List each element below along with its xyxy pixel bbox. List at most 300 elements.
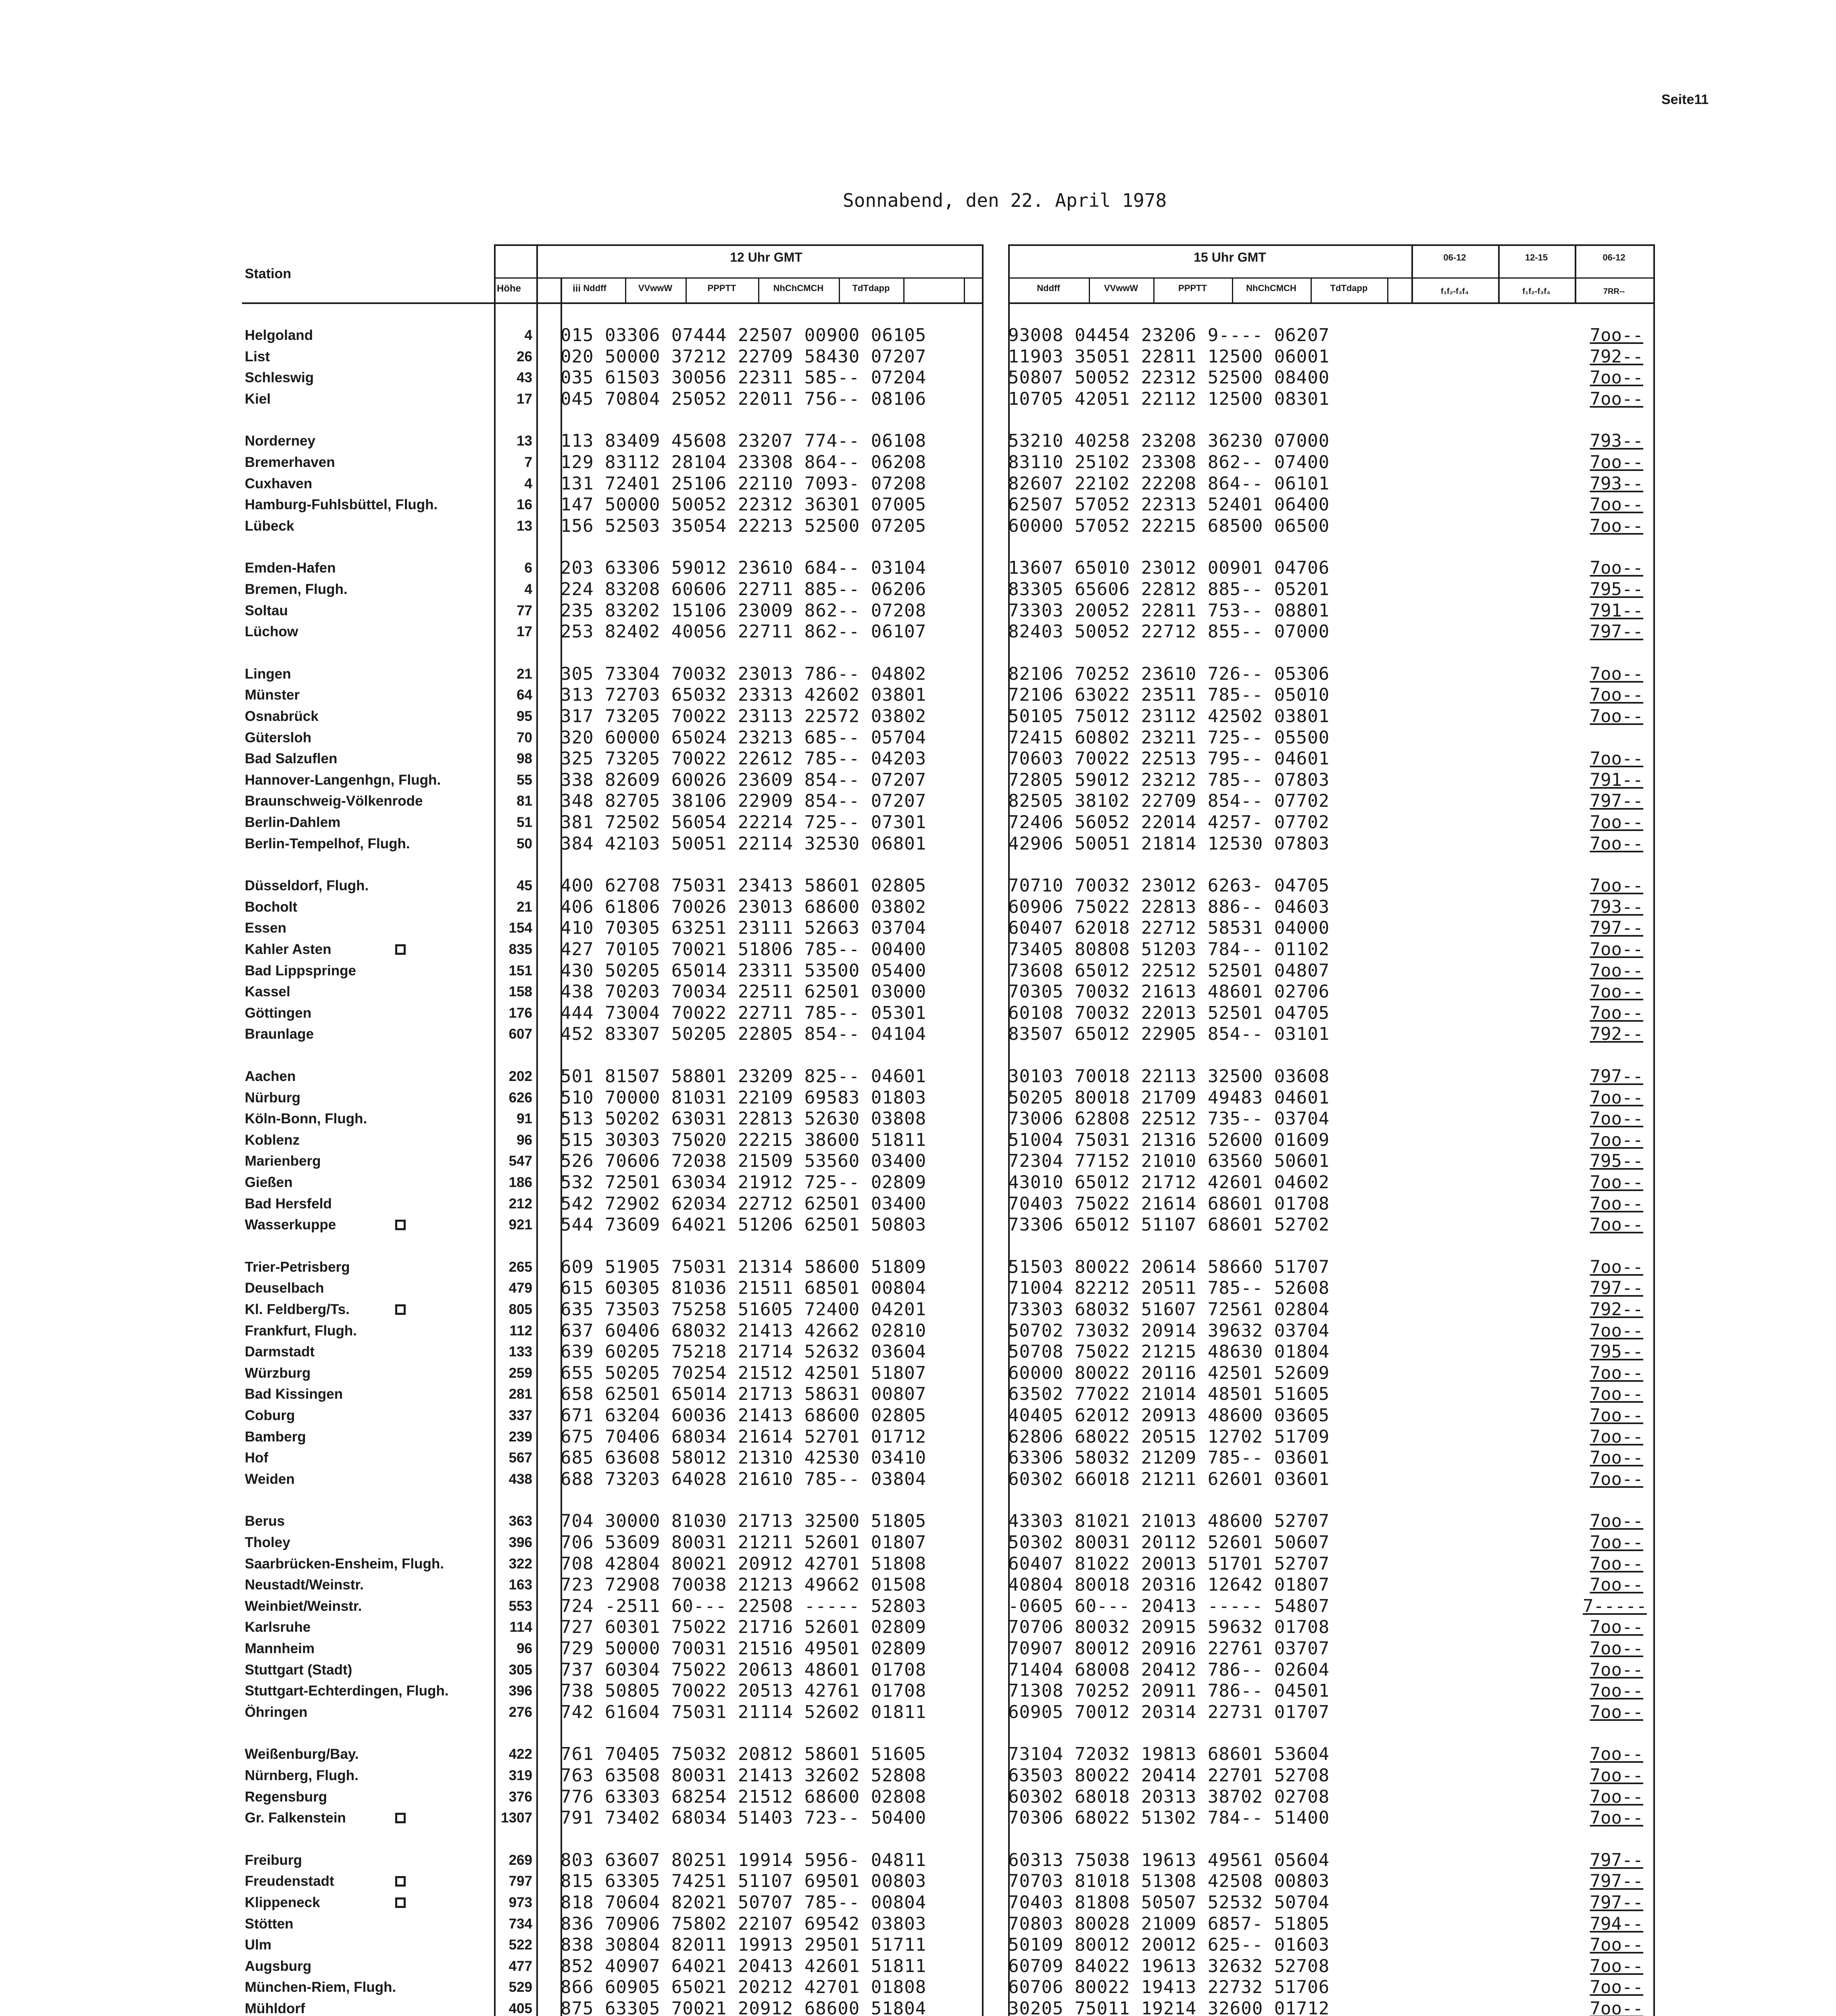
grid-line-v <box>964 277 965 302</box>
obs-12-uhr: 866 60905 65021 20212 42701 01808 <box>561 1977 927 1998</box>
station-name: Frankfurt, Flugh. <box>245 1322 357 1339</box>
station-name: Bamberg <box>245 1429 306 1445</box>
header-border-bottom <box>1008 302 1653 304</box>
station-altitude: 212 <box>508 1195 532 1212</box>
obs-15-uhr: 70603 70022 22513 795-- 04601 <box>1008 748 1330 769</box>
station-altitude: 4 <box>524 475 532 492</box>
station-name: Koblenz <box>245 1132 300 1148</box>
obs-12-uhr: 400 62708 75031 23413 58601 02805 <box>561 875 927 896</box>
table-row <box>0 1596 1836 1617</box>
station-name: Braunlage <box>245 1026 314 1042</box>
obs-12-uhr: 156 52503 35054 22213 52500 07205 <box>561 515 927 536</box>
obs-12-uhr: 615 60305 81036 21511 68501 00804 <box>561 1278 927 1299</box>
header-border-bottom <box>242 302 982 304</box>
table-row <box>0 621 1836 642</box>
obs-15-uhr: 73405 80808 51203 784-- 01102 <box>1008 939 1330 960</box>
remark-code: 7oo-- <box>1590 1808 1643 1829</box>
table-row <box>0 1765 1836 1786</box>
obs-15-uhr: 60407 62018 22712 58531 04000 <box>1008 918 1330 939</box>
header-border-top <box>1008 244 1653 246</box>
remark-code: 797-- <box>1590 1278 1643 1299</box>
obs-12-uhr: 803 63607 80251 19914 5956- 04811 <box>561 1849 927 1870</box>
table-row <box>0 1744 1836 1765</box>
station-name: Wasserkuppe <box>245 1217 336 1233</box>
remark-code: 797-- <box>1590 918 1643 939</box>
remark-code: 7oo-- <box>1590 558 1643 579</box>
station-name: Lüchow <box>245 624 298 640</box>
remark-code: 7oo-- <box>1590 1193 1643 1214</box>
header-rtop-0: 06-12 <box>1443 252 1466 262</box>
obs-12-uhr: 015 03306 07444 22507 00900 06105 <box>561 325 927 346</box>
remark-code: 7oo-- <box>1590 875 1643 896</box>
remark-code: 797-- <box>1590 1871 1643 1892</box>
obs-12-uhr: 706 53609 80031 21211 52601 01807 <box>561 1532 927 1553</box>
obs-15-uhr: 72805 59012 23212 785-- 07803 <box>1008 769 1330 790</box>
station-name: Kiel <box>245 391 271 407</box>
station-altitude: 13 <box>517 518 532 534</box>
station-name: Gießen <box>245 1175 293 1190</box>
obs-12-uhr: 406 61806 70026 23013 68600 03802 <box>561 896 927 917</box>
table-row <box>0 558 1836 579</box>
table-row <box>0 452 1836 473</box>
station-altitude: 50 <box>517 835 532 852</box>
obs-12-uhr: 313 72703 65032 23313 42602 03801 <box>561 685 927 706</box>
table-row <box>0 600 1836 621</box>
obs-15-uhr: 83507 65012 22905 854-- 03101 <box>1008 1024 1330 1045</box>
table-row <box>0 1405 1836 1426</box>
obs-12-uhr: 609 51905 75031 21314 58600 51809 <box>561 1256 927 1277</box>
remark-code: 7oo-- <box>1590 1468 1643 1489</box>
grid-line-v <box>839 277 840 302</box>
station-altitude: 529 <box>508 1979 532 1995</box>
station-altitude: 114 <box>509 1619 532 1635</box>
header-col-15-3: NhChCMCH <box>1246 283 1296 293</box>
grid-line-v <box>625 277 626 302</box>
station-name: Ulm <box>245 1937 272 1953</box>
station-altitude: 186 <box>508 1175 532 1190</box>
station-name: Braunschweig-Völkenrode <box>245 793 423 809</box>
grid-line-v <box>1387 277 1388 302</box>
obs-12-uhr: 427 70105 70021 51806 785-- 00400 <box>561 939 927 960</box>
obs-15-uhr: 63503 80022 20414 22701 52708 <box>1008 1765 1330 1786</box>
obs-12-uhr: 737 60304 75022 20613 48601 01708 <box>561 1659 927 1680</box>
obs-15-uhr: 60000 80022 20116 42501 52609 <box>1008 1362 1330 1383</box>
remark-code: 7oo-- <box>1590 1214 1643 1235</box>
table-row <box>0 1702 1836 1723</box>
obs-12-uhr: 776 63303 68254 21512 68600 02808 <box>561 1786 927 1807</box>
table-row <box>0 1427 1836 1447</box>
obs-15-uhr: 70403 75022 21614 68601 01708 <box>1008 1193 1330 1214</box>
table-row <box>0 1024 1836 1045</box>
obs-15-uhr: 50109 80012 20012 625-- 01603 <box>1008 1935 1330 1956</box>
obs-15-uhr: 82607 22102 22208 864-- 06101 <box>1008 473 1330 494</box>
remark-code: 795-- <box>1590 579 1643 600</box>
obs-15-uhr: 50702 73032 20914 39632 03704 <box>1008 1320 1330 1341</box>
table-row <box>0 389 1836 410</box>
obs-15-uhr: 63502 77022 21014 48501 51605 <box>1008 1384 1330 1405</box>
obs-15-uhr: 70803 80028 21009 6857- 51805 <box>1008 1913 1330 1934</box>
obs-12-uhr: 675 70406 68034 21614 52701 01712 <box>561 1426 927 1447</box>
station-name: Cuxhaven <box>245 475 313 492</box>
station-name: Augsburg <box>245 1958 312 1974</box>
grid-line-v <box>903 277 904 302</box>
table-row <box>0 1660 1836 1681</box>
station-altitude: 396 <box>508 1535 532 1550</box>
obs-15-uhr: 70403 81808 50507 52532 50704 <box>1008 1892 1330 1913</box>
obs-15-uhr: 73006 62808 22512 735-- 03704 <box>1008 1108 1330 1129</box>
obs-12-uhr: 444 73004 70022 22711 785-- 05301 <box>561 1002 927 1023</box>
obs-15-uhr: 73303 20052 22811 753-- 08801 <box>1008 600 1330 621</box>
table-row <box>0 1871 1836 1892</box>
obs-12-uhr: 513 50202 63031 22813 52630 03808 <box>561 1108 927 1129</box>
obs-12-uhr: 724 -2511 60--- 22508 ----- 52803 <box>561 1595 927 1616</box>
square-icon <box>395 944 406 955</box>
station-altitude: 553 <box>508 1598 532 1614</box>
obs-12-uhr: 235 83202 15106 23009 862-- 07208 <box>561 600 927 621</box>
station-name: Hamburg-Fuhlsbüttel, Flugh. <box>245 497 438 513</box>
table-row <box>0 875 1836 896</box>
remark-code: 7oo-- <box>1590 1129 1643 1150</box>
table-row <box>0 1935 1836 1956</box>
obs-15-uhr: 73303 68032 51607 72561 02804 <box>1008 1299 1330 1320</box>
station-altitude: 567 <box>508 1450 532 1466</box>
station-name: Bad Hersfeld <box>245 1195 332 1212</box>
remark-code: 7oo-- <box>1590 367 1643 388</box>
table-row <box>0 1956 1836 1977</box>
obs-12-uhr: 637 60406 68032 21413 42662 02810 <box>561 1320 927 1341</box>
station-name: Essen <box>245 920 287 936</box>
obs-15-uhr: 73306 65012 51107 68601 52702 <box>1008 1214 1330 1235</box>
station-name: Stötten <box>245 1916 294 1932</box>
table-row <box>0 1257 1836 1278</box>
station-altitude: 13 <box>517 433 532 449</box>
station-altitude: 259 <box>508 1365 532 1381</box>
obs-12-uhr: 738 50805 70022 20513 42761 01708 <box>561 1681 927 1702</box>
station-altitude: 26 <box>517 348 532 364</box>
station-altitude: 269 <box>508 1852 532 1868</box>
table-row <box>0 1363 1836 1384</box>
table-row <box>0 1914 1836 1935</box>
station-name: Emden-Hafen <box>245 560 336 576</box>
obs-12-uhr: 045 70804 25052 22011 756-- 08106 <box>561 388 927 409</box>
remark-code: 7oo-- <box>1590 1426 1643 1447</box>
obs-12-uhr: 325 73205 70022 22612 785-- 04203 <box>561 748 927 769</box>
obs-12-uhr: 791 73402 68034 51403 723-- 50400 <box>561 1808 927 1829</box>
station-altitude: 4 <box>524 327 532 343</box>
remark-code: 7oo-- <box>1590 1702 1643 1722</box>
obs-12-uhr: 708 42804 80021 20912 42701 51808 <box>561 1553 927 1574</box>
obs-12-uhr: 430 50205 65014 23311 53500 05400 <box>561 960 927 981</box>
station-altitude: 112 <box>509 1322 532 1339</box>
grid-line-v <box>1153 277 1155 302</box>
table-row <box>0 1574 1836 1595</box>
station-name: Münster <box>245 687 300 703</box>
remark-code: 7oo-- <box>1590 663 1643 684</box>
remark-code: 7oo-- <box>1590 812 1643 833</box>
station-altitude: 21 <box>517 899 532 915</box>
remark-code: 7oo-- <box>1590 1786 1643 1807</box>
station-name: Köln-Bonn, Flugh. <box>245 1111 367 1127</box>
remark-code: 7oo-- <box>1590 1405 1643 1426</box>
station-altitude: 176 <box>508 1005 532 1021</box>
obs-15-uhr: 62806 68022 20515 12702 51709 <box>1008 1426 1330 1447</box>
header-rtop-1: 12-15 <box>1525 252 1548 262</box>
remark-code: 7oo-- <box>1590 1935 1643 1956</box>
station-name: Bremerhaven <box>245 454 335 470</box>
station-altitude: 154 <box>508 920 532 936</box>
remark-code: 797-- <box>1590 1066 1643 1087</box>
station-altitude: 21 <box>517 666 532 682</box>
obs-15-uhr: 50807 50052 22312 52500 08400 <box>1008 367 1330 388</box>
header-rsub-2: 7RR-- <box>1603 287 1625 296</box>
obs-15-uhr: 50302 80031 20112 52601 50607 <box>1008 1532 1330 1553</box>
header-rtop-2: 06-12 <box>1603 252 1626 262</box>
remark-code: 795-- <box>1590 1341 1643 1362</box>
station-name: Freiburg <box>245 1852 302 1868</box>
station-altitude: 276 <box>508 1704 532 1720</box>
station-name: Regensburg <box>245 1789 327 1805</box>
remark-code: 7oo-- <box>1590 981 1643 1002</box>
obs-12-uhr: 655 50205 70254 21512 42501 51807 <box>561 1362 927 1383</box>
header-line-mid <box>494 277 982 279</box>
grid-line-v <box>1575 244 1576 302</box>
obs-15-uhr: 71308 70252 20911 786-- 04501 <box>1008 1681 1330 1702</box>
station-altitude: 337 <box>508 1408 532 1423</box>
station-name: Bad Lippspringe <box>245 962 356 979</box>
obs-12-uhr: 815 63305 74251 51107 69501 00803 <box>561 1871 927 1892</box>
remark-code: 7oo-- <box>1590 1998 1643 2016</box>
remark-code: 7oo-- <box>1590 1532 1643 1553</box>
obs-15-uhr: 51503 80022 20614 58660 51707 <box>1008 1256 1330 1277</box>
obs-15-uhr: 30205 75011 19214 32600 01712 <box>1008 1998 1330 2016</box>
table-row <box>0 367 1836 388</box>
obs-12-uhr: 818 70604 82021 50707 785-- 00804 <box>561 1892 927 1913</box>
table-row <box>0 748 1836 769</box>
page-number: Seite11 <box>1661 92 1709 107</box>
station-name: Kassel <box>245 984 290 1000</box>
station-name: Norderney <box>245 433 316 449</box>
station-name: Berlin-Tempelhof, Flugh. <box>245 835 410 852</box>
obs-15-uhr: 72415 60802 23211 725-- 05500 <box>1008 727 1330 748</box>
remark-code: 7oo-- <box>1590 1108 1643 1129</box>
obs-12-uhr: 671 63204 60036 21413 68600 02805 <box>561 1405 927 1426</box>
table-row <box>0 1341 1836 1362</box>
obs-12-uhr: 438 70203 70034 22511 62501 03000 <box>561 981 927 1002</box>
remark-code: 7oo-- <box>1590 1765 1643 1786</box>
obs-15-uhr: 60302 66018 21211 62601 03601 <box>1008 1468 1330 1489</box>
station-name: Freudenstadt <box>245 1873 334 1889</box>
table-row <box>0 1214 1836 1235</box>
station-name: Helgoland <box>245 327 313 343</box>
table-row <box>0 1299 1836 1320</box>
table-row <box>0 473 1836 494</box>
header-group-12-uhr: 12 Uhr GMT <box>730 250 802 264</box>
station-name: Mannheim <box>245 1641 315 1656</box>
grid-line-v <box>1498 244 1500 302</box>
station-name: Weißenburg/Bay. <box>245 1746 359 1762</box>
obs-15-uhr: 82106 70252 23610 726-- 05306 <box>1008 663 1330 684</box>
obs-15-uhr: 63306 58032 21209 785-- 03601 <box>1008 1447 1330 1468</box>
square-icon <box>395 1876 406 1887</box>
station-altitude: 376 <box>508 1789 532 1805</box>
obs-12-uhr: 526 70606 72038 21509 53560 03400 <box>561 1151 927 1172</box>
station-altitude: 281 <box>508 1386 532 1402</box>
remark-code: 7oo-- <box>1590 494 1643 515</box>
station-name: Würzburg <box>245 1365 311 1381</box>
station-altitude: 805 <box>508 1302 532 1317</box>
obs-15-uhr: 40405 62012 20913 48600 03605 <box>1008 1405 1330 1426</box>
remark-code: 7oo-- <box>1590 1574 1643 1595</box>
station-altitude: 973 <box>508 1895 532 1910</box>
obs-15-uhr: 60000 57052 22215 68500 06500 <box>1008 515 1330 536</box>
table-row <box>0 1511 1836 1532</box>
obs-12-uhr: 253 82402 40056 22711 862-- 06107 <box>561 621 927 642</box>
remark-code: 7oo-- <box>1590 1638 1643 1659</box>
obs-15-uhr: 51004 75031 21316 52600 01609 <box>1008 1129 1330 1150</box>
table-row <box>0 664 1836 685</box>
station-altitude: 17 <box>517 624 532 640</box>
station-name: Bocholt <box>245 899 298 915</box>
obs-12-uhr: 317 73205 70022 23113 22572 03802 <box>561 706 927 727</box>
table-row <box>0 325 1836 346</box>
station-altitude: 70 <box>517 729 532 746</box>
obs-15-uhr: -0605 60--- 20413 ----- 54807 <box>1008 1595 1330 1616</box>
remark-code: 7oo-- <box>1590 1956 1643 1976</box>
remark-code: 793-- <box>1590 473 1643 494</box>
grid-line-v <box>1411 244 1413 302</box>
station-name: Deuselbach <box>245 1280 324 1296</box>
table-row <box>0 1130 1836 1151</box>
table-row <box>0 1554 1836 1574</box>
remark-code: 7oo-- <box>1590 833 1643 854</box>
station-name: Bremen, Flugh. <box>245 581 348 597</box>
obs-12-uhr: 129 83112 28104 23308 864-- 06208 <box>561 452 927 473</box>
obs-12-uhr: 761 70405 75032 20812 58601 51605 <box>561 1744 927 1765</box>
remark-code: 7oo-- <box>1590 325 1643 346</box>
station-name: Bad Kissingen <box>245 1386 343 1402</box>
table-row <box>0 1787 1836 1808</box>
header-col-12-3: NhChCMCH <box>773 283 824 293</box>
remark-code: 797-- <box>1590 791 1643 812</box>
station-name: Schleswig <box>245 370 314 386</box>
table-row <box>0 431 1836 452</box>
grid-line-v <box>1232 277 1233 302</box>
remark-code: 7oo-- <box>1590 1002 1643 1023</box>
station-altitude: 319 <box>508 1768 532 1783</box>
remark-code: 7oo-- <box>1590 1447 1643 1468</box>
obs-15-uhr: 70710 70032 23012 6263- 04705 <box>1008 875 1330 896</box>
station-name: Marienberg <box>245 1153 321 1169</box>
station-altitude: 202 <box>508 1068 532 1084</box>
table-row <box>0 516 1836 537</box>
remark-code: 7oo-- <box>1590 1172 1643 1193</box>
station-altitude: 405 <box>508 2001 532 2016</box>
remark-code: 7oo-- <box>1590 1659 1643 1680</box>
table-row <box>0 1320 1836 1341</box>
station-name: Berus <box>245 1513 285 1529</box>
remark-code: 7----- <box>1583 1595 1647 1616</box>
remark-code: 793-- <box>1590 896 1643 917</box>
obs-15-uhr: 53210 40258 23208 36230 07000 <box>1008 431 1330 452</box>
obs-12-uhr: 131 72401 25106 22110 7093- 07208 <box>561 473 927 494</box>
table-row <box>0 346 1836 367</box>
obs-12-uhr: 542 72902 62034 22712 62501 03400 <box>561 1193 927 1214</box>
obs-12-uhr: 452 83307 50205 22805 854-- 04104 <box>561 1024 927 1045</box>
station-altitude: 96 <box>517 1132 532 1148</box>
header-col-15-2: PPPTT <box>1178 283 1207 293</box>
obs-12-uhr: 729 50000 70031 21516 49501 02809 <box>561 1638 927 1659</box>
obs-15-uhr: 30103 70018 22113 32500 03608 <box>1008 1066 1330 1087</box>
obs-15-uhr: 83305 65606 22812 885-- 05201 <box>1008 579 1330 600</box>
obs-12-uhr: 852 40907 64021 20413 42601 51811 <box>561 1956 927 1976</box>
obs-12-uhr: 742 61604 75031 21114 52602 01811 <box>561 1702 927 1722</box>
station-altitude: 81 <box>517 793 532 809</box>
station-altitude: 422 <box>508 1746 532 1762</box>
header-col-12-4: TdTdapp <box>852 283 890 293</box>
table-row <box>0 685 1836 706</box>
table-row <box>0 1977 1836 1998</box>
header-col-12-0: Nddff <box>583 283 606 293</box>
obs-15-uhr: 93008 04454 23206 9---- 06207 <box>1008 325 1330 346</box>
remark-code: 793-- <box>1590 431 1643 452</box>
grid-line-v <box>758 277 759 302</box>
obs-15-uhr: 72304 77152 21010 63560 50601 <box>1008 1151 1330 1172</box>
remark-code: 797-- <box>1590 621 1643 642</box>
obs-15-uhr: 60706 80022 19413 22732 51706 <box>1008 1977 1330 1998</box>
remark-code: 7oo-- <box>1590 1553 1643 1574</box>
station-name: Gr. Falkenstein <box>245 1810 346 1826</box>
obs-15-uhr: 70706 80032 20915 59632 01708 <box>1008 1617 1330 1638</box>
station-name: Karlsruhe <box>245 1619 311 1635</box>
header-iii: iii <box>573 283 581 294</box>
obs-12-uhr: 639 60205 75218 21714 52632 03604 <box>561 1341 927 1362</box>
station-altitude: 163 <box>508 1577 532 1593</box>
station-altitude: 17 <box>517 391 532 407</box>
obs-12-uhr: 305 73304 70032 23013 786-- 04802 <box>561 663 927 684</box>
station-name: Osnabrück <box>245 708 319 724</box>
station-name: Weiden <box>245 1471 295 1487</box>
obs-12-uhr: 348 82705 38106 22909 854-- 07207 <box>561 791 927 812</box>
obs-12-uhr: 688 73203 64028 21610 785-- 03804 <box>561 1468 927 1489</box>
obs-15-uhr: 11903 35051 22811 12500 06001 <box>1008 346 1330 367</box>
table-row <box>0 1172 1836 1193</box>
remark-code: 7oo-- <box>1590 1087 1643 1108</box>
header-group-15-uhr: 15 Uhr GMT <box>1194 250 1266 264</box>
obs-12-uhr: 381 72502 56054 22214 725-- 07301 <box>561 812 927 833</box>
remark-code: 795-- <box>1590 1151 1643 1172</box>
remark-code: 7oo-- <box>1590 1320 1643 1341</box>
obs-12-uhr: 113 83409 45608 23207 774-- 06108 <box>561 431 927 452</box>
remark-code: 792-- <box>1590 1299 1643 1320</box>
table-row <box>0 960 1836 981</box>
station-altitude: 305 <box>508 1662 532 1678</box>
obs-12-uhr: 224 83208 60606 22711 885-- 06206 <box>561 579 927 600</box>
station-altitude: 96 <box>517 1641 532 1656</box>
station-name: List <box>245 348 270 364</box>
table-row <box>0 1892 1836 1913</box>
obs-15-uhr: 72106 63022 23511 785-- 05010 <box>1008 685 1330 706</box>
station-name: Coburg <box>245 1408 295 1423</box>
station-altitude: 239 <box>508 1429 532 1445</box>
obs-15-uhr: 70305 70032 21613 48601 02706 <box>1008 981 1330 1002</box>
station-altitude: 98 <box>517 751 532 767</box>
header-hoehe: Höhe <box>497 283 521 294</box>
table-row <box>0 1617 1836 1638</box>
remark-code: 7oo-- <box>1590 706 1643 727</box>
station-name: Saarbrücken-Ensheim, Flugh. <box>245 1556 444 1572</box>
obs-12-uhr: 510 70000 81031 22109 69583 01803 <box>561 1087 927 1108</box>
table-row <box>0 1108 1836 1129</box>
